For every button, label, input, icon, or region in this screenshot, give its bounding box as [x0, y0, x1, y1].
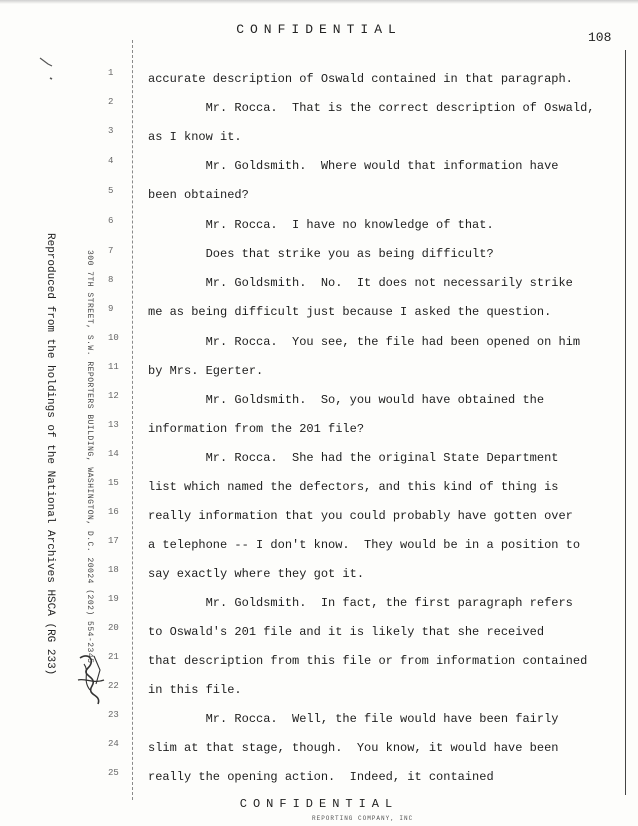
- line-number: 12: [108, 391, 119, 401]
- right-margin-rule: [625, 50, 626, 795]
- transcript-line: in this file.: [148, 683, 242, 697]
- transcript-line: Mr. Rocca. I have no knowledge of that.: [148, 218, 494, 232]
- left-margin-rule: [132, 40, 134, 800]
- line-number: 23: [108, 710, 119, 720]
- footer-classification: CONFIDENTIAL: [239, 797, 399, 811]
- corner-scribble-icon: [38, 52, 68, 84]
- page-number: 108: [588, 30, 612, 45]
- line-number: 17: [108, 536, 119, 546]
- line-number: 4: [108, 156, 114, 166]
- top-edge-shadow: [0, 0, 638, 4]
- transcript-line: to Oswald's 201 file and it is likely that she received: [148, 625, 545, 639]
- line-number: 7: [108, 246, 114, 256]
- line-number: 14: [108, 449, 119, 459]
- line-number: 1: [108, 68, 114, 78]
- line-number: 6: [108, 216, 114, 226]
- line-number: 20: [108, 623, 119, 633]
- header-classification: CONFIDENTIAL: [236, 22, 402, 37]
- transcript-line: Mr. Goldsmith. So, you would have obtained the: [148, 393, 545, 407]
- transcript-line: Does that strike you as being difficult?: [148, 247, 494, 261]
- transcript-line: Mr. Goldsmith. Where would that information have: [148, 159, 559, 173]
- transcript-line: Mr. Rocca. She had the original State Department: [148, 451, 559, 465]
- line-number: 22: [108, 681, 119, 691]
- line-number: 24: [108, 739, 119, 749]
- line-number: 8: [108, 275, 114, 285]
- transcript-line: Mr. Rocca. Well, the file would have been fairly: [148, 712, 559, 726]
- transcript-line: Mr. Rocca. That is the correct description of Oswald,: [148, 101, 595, 115]
- transcript-line: a telephone -- I don't know. They would be in a position to: [148, 538, 581, 552]
- line-number: 25: [108, 768, 119, 778]
- transcript-line: Mr. Rocca. You see, the file had been opened on him: [148, 335, 581, 349]
- line-number: 19: [108, 594, 119, 604]
- reporter-address-stamp: 300 7TH STREET, S.W. REPORTERS BUILDING, WASHINGTON, D.C. 20024 (202) 554-2345: [85, 250, 94, 664]
- handwritten-initials: [74, 650, 110, 710]
- transcript-line: slim at that stage, though. You know, it would have been: [148, 741, 559, 755]
- transcript-line: really the opening action. Indeed, it contained: [148, 770, 494, 784]
- line-number: 21: [108, 652, 119, 662]
- transcript-line: say exactly where they got it.: [148, 567, 365, 581]
- transcript-line: me as being difficult just because I asked the question.: [148, 305, 552, 319]
- transcript-line: as I know it.: [148, 130, 242, 144]
- transcript-line: by Mrs. Egerter.: [148, 364, 264, 378]
- transcript-line: that description from this file or from information contained: [148, 654, 588, 668]
- transcript-line: list which named the defectors, and this kind of thing is: [148, 480, 559, 494]
- transcript-line: really information that you could probably have gotten over: [148, 509, 573, 523]
- line-number: 2: [108, 97, 114, 107]
- line-number: 3: [108, 126, 114, 136]
- transcript-line: accurate description of Oswald contained in that paragraph.: [148, 72, 573, 86]
- line-number: 9: [108, 304, 114, 314]
- line-number: 11: [108, 362, 119, 372]
- archives-stamp: Reproduced from the holdings of the National Archives HSCA (RG 233): [44, 233, 56, 676]
- line-number: 18: [108, 565, 119, 575]
- line-number: 10: [108, 333, 119, 343]
- transcript-line: information from the 201 file?: [148, 422, 365, 436]
- transcript-line: Mr. Goldsmith. No. It does not necessarily strike: [148, 276, 573, 290]
- footer-cropped-text: REPORTING COMPANY, INC: [312, 815, 414, 822]
- transcript-line: Mr. Goldsmith. In fact, the first paragraph refers: [148, 596, 573, 610]
- transcript-line: been obtained?: [148, 188, 249, 202]
- line-number: 15: [108, 478, 119, 488]
- line-number: 13: [108, 420, 119, 430]
- line-number: 5: [108, 186, 114, 196]
- line-number: 16: [108, 507, 119, 517]
